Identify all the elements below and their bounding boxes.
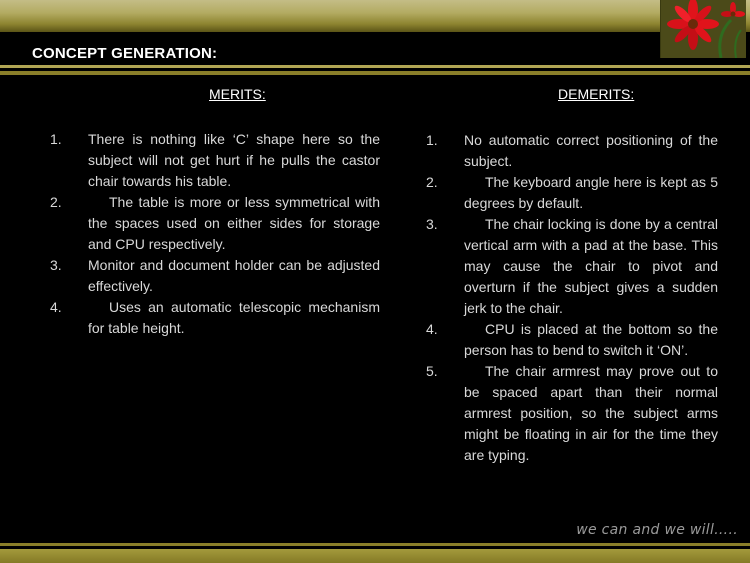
- demerits-heading: DEMERITS:: [558, 86, 635, 102]
- page-title: CONCEPT GENERATION:: [32, 45, 218, 62]
- list-item: [426, 361, 718, 466]
- list-number: 5.: [426, 363, 438, 379]
- footer-divider: [0, 543, 750, 546]
- header-divider-top: [0, 65, 750, 68]
- list-number: 3.: [50, 257, 62, 273]
- list-item: [50, 129, 380, 192]
- list-text: Monitor and document holder can be adjusted effectively.: [88, 257, 380, 294]
- list-text: The table is more or less symmetrical with the spaces used on either sides for storage and CPU respectively.: [88, 194, 380, 252]
- list-number: 1.: [426, 132, 438, 148]
- bottom-gold-band: [0, 549, 750, 563]
- merits-list: [50, 129, 380, 339]
- list-number: 2.: [426, 174, 438, 190]
- list-text: CPU is placed at the bottom so the person has to bend to switch it ‘ON’.: [464, 321, 718, 358]
- flower-image: [660, 0, 746, 58]
- list-text: The keyboard angle here is kept as 5 degrees by default.: [464, 174, 718, 211]
- list-number: 1.: [50, 131, 62, 147]
- list-text: There is nothing like ‘C’ shape here so the subject will not get hurt if he pulls the castor chair towards his table.: [88, 131, 380, 189]
- list-item: [426, 172, 718, 214]
- list-number: 3.: [426, 216, 438, 232]
- list-item: [426, 214, 718, 319]
- list-text: The chair locking is done by a central vertical arm with a pad at the base. This may cause the chair to pivot and overturn if the subject gives a sudden jerk to the chair.: [464, 216, 718, 316]
- list-text: No automatic correct positioning of the subject.: [464, 132, 718, 169]
- list-item: [50, 255, 380, 297]
- list-item: [50, 192, 380, 255]
- list-item: [426, 319, 718, 361]
- list-number: 2.: [50, 194, 62, 210]
- list-number: 4.: [426, 321, 438, 337]
- footer-tagline: we can and we will…..: [576, 522, 738, 538]
- header-divider-bottom: [0, 71, 750, 75]
- list-number: 4.: [50, 299, 62, 315]
- list-item: [50, 297, 380, 339]
- top-gold-band: [0, 0, 750, 32]
- demerits-list: [426, 130, 718, 466]
- list-item: [426, 130, 718, 172]
- list-text: The chair armrest may prove out to be spaced apart than their normal armrest position, so the subject arms might be floating in air for the time they are typing.: [464, 363, 718, 463]
- list-text: Uses an automatic telescopic mechanism for table height.: [88, 299, 380, 336]
- merits-heading: MERITS:: [209, 86, 266, 102]
